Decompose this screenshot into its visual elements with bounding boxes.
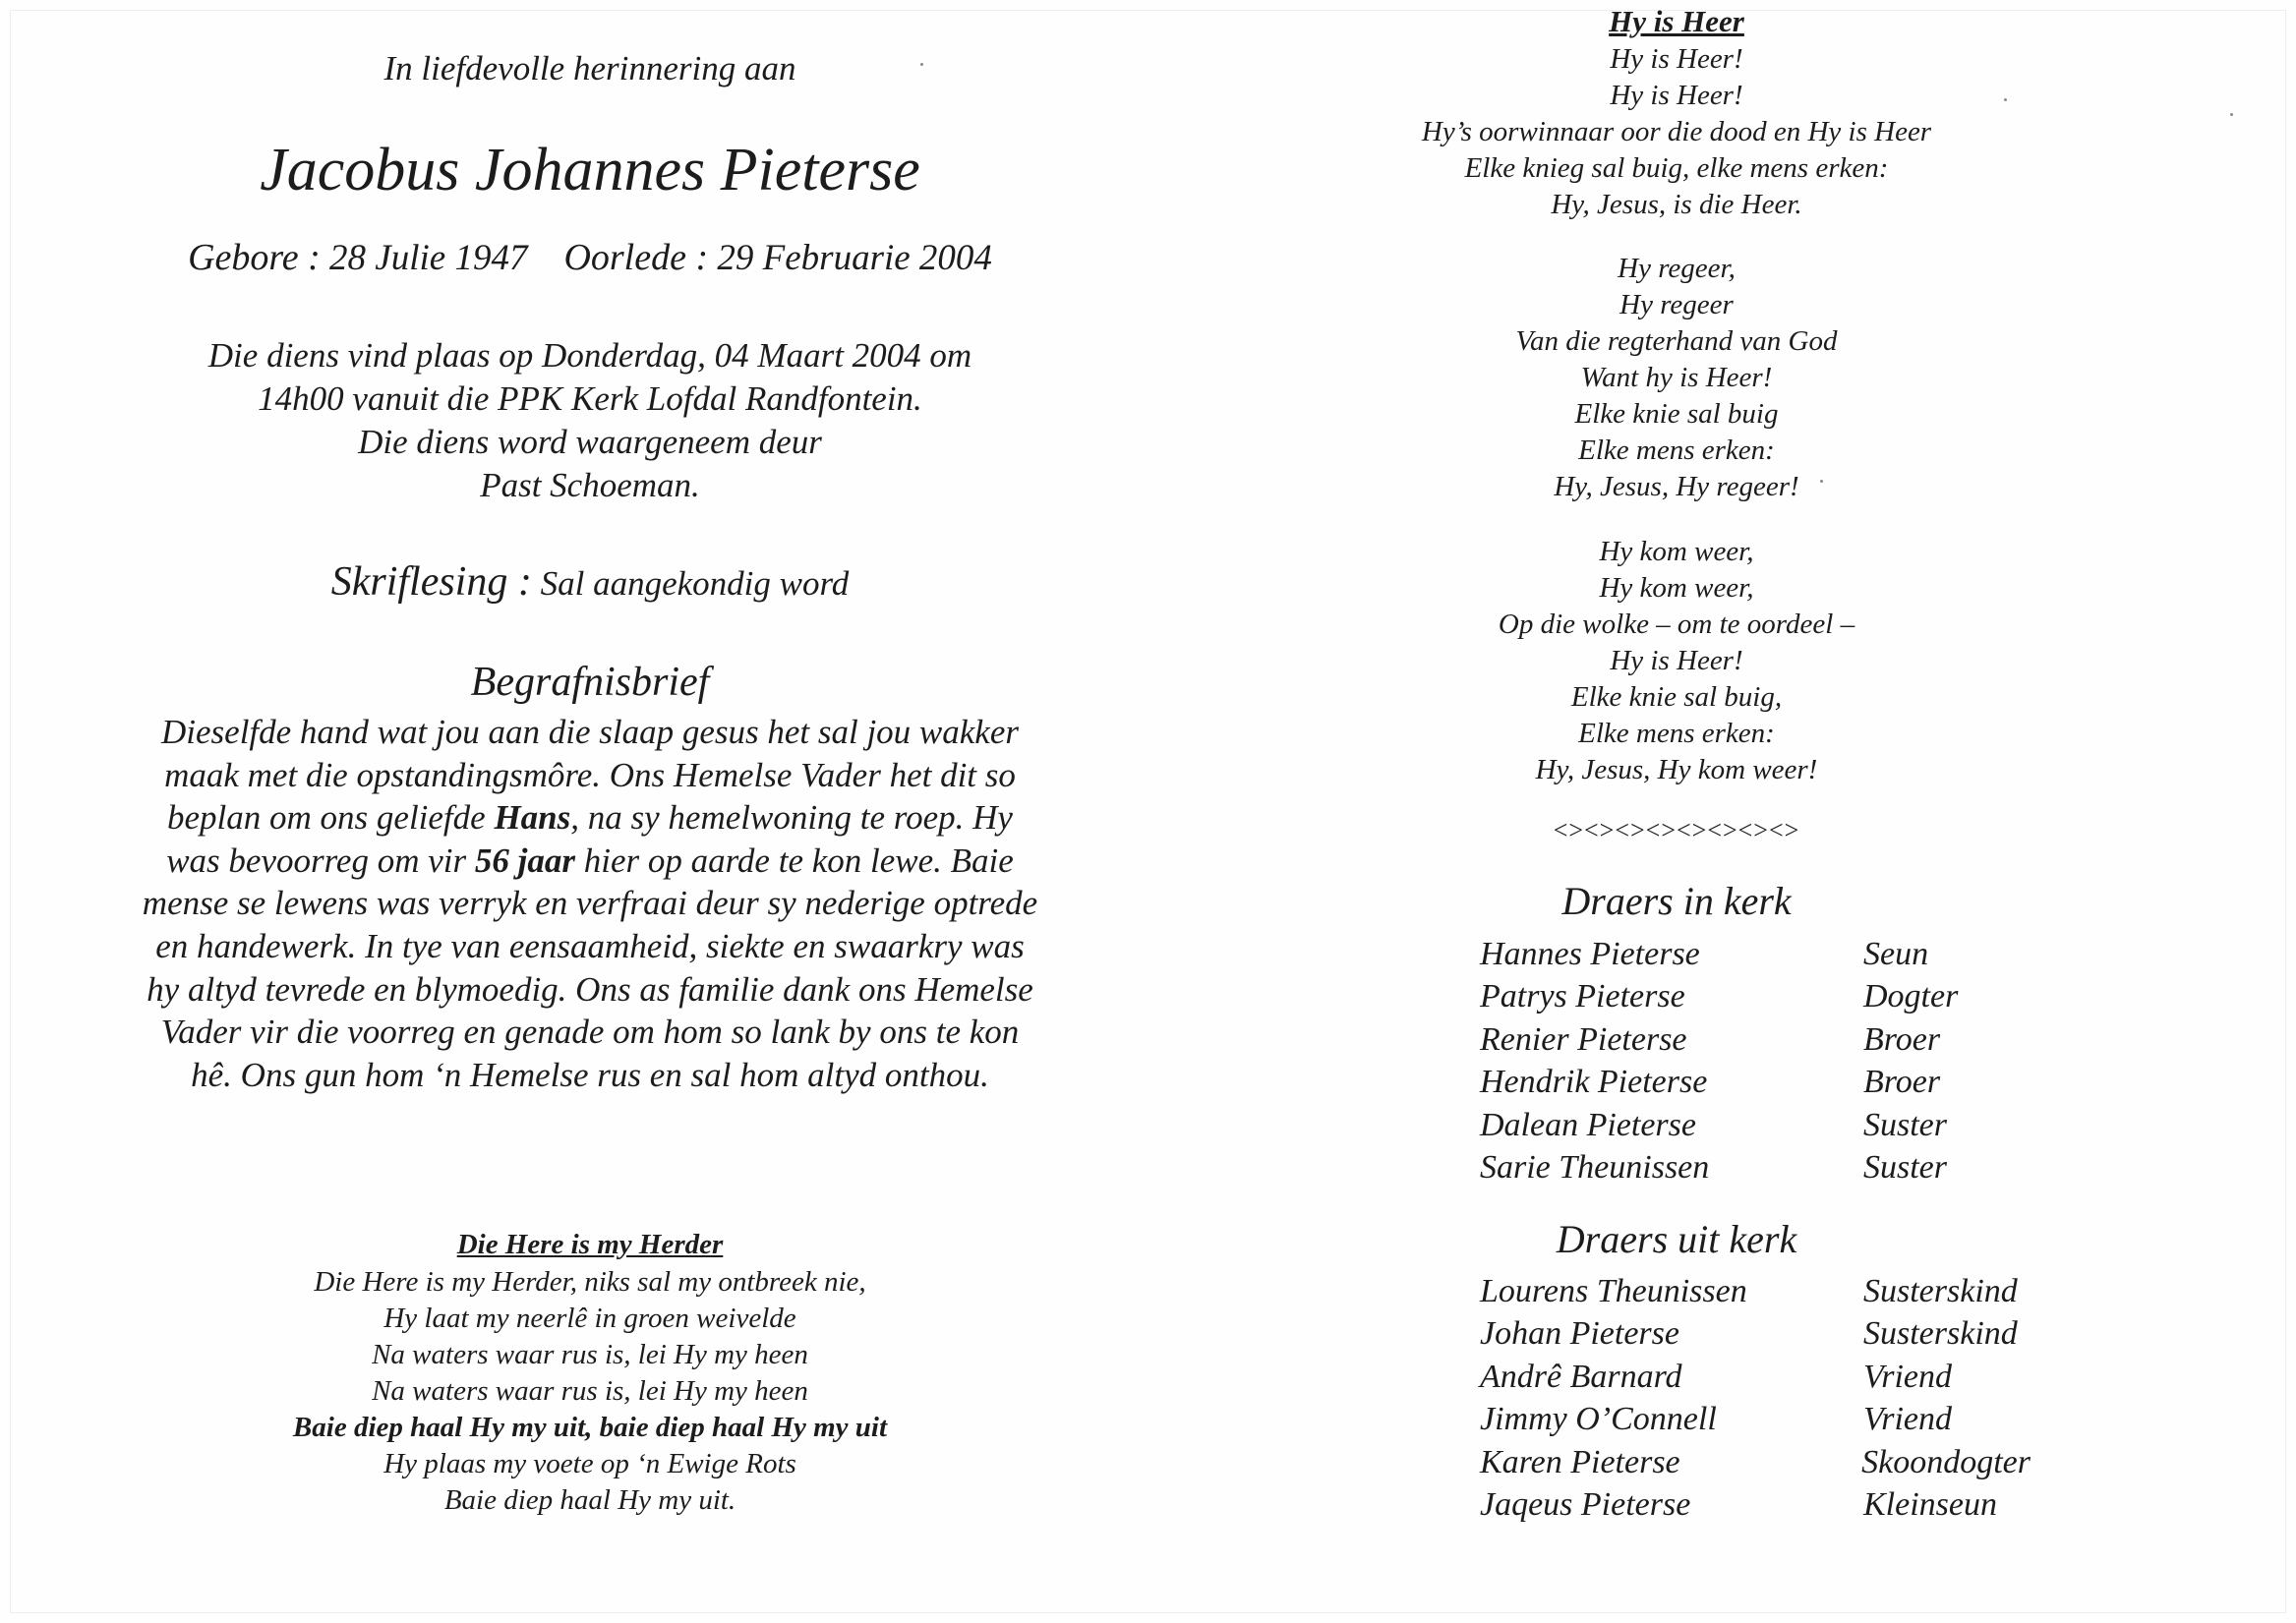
pallbearers-in-title: Draers in kerk	[1561, 879, 1792, 923]
list-item	[1480, 1356, 2031, 1398]
pallbearers-out-title: Draers uit kerk	[1556, 1217, 1797, 1261]
letter-age: 56 jaar	[474, 840, 575, 880]
pallbearer-relation: Seun	[1863, 936, 1929, 972]
list-item	[1480, 1018, 2031, 1061]
pallbearer-name: Johan Pieterse	[1480, 1315, 1679, 1353]
lyric-line: Na waters waar rus is, lei Hy my heen	[372, 1339, 808, 1370]
lyric-line: Hy, Jesus, Hy regeer!	[1554, 471, 1799, 502]
scan-speck	[2004, 98, 2007, 101]
deceased-name: Jacobus Johannes Pieterse	[260, 137, 920, 203]
pallbearer-relation: Broer	[1863, 1064, 1941, 1101]
lyric-line: Die Here is my Herder, niks sal my ontbreek nie,	[314, 1266, 866, 1298]
pallbearer-name: Sarie Theunissen	[1480, 1149, 1710, 1187]
service-line: 14h00 vanuit die PPK Kerk Lofdal Randfontein.	[258, 379, 922, 418]
reading-text: Sal aangekondig word	[540, 564, 850, 603]
pallbearer-relation: Susterskind	[1863, 1273, 2018, 1309]
pallbearer-relation: Suster	[1863, 1106, 1947, 1143]
lyric-line: Hy is Heer!	[1610, 645, 1743, 676]
letter-name: Hans	[494, 798, 571, 838]
lyric-line: Hy plaas my voete op ‘n Ewige Rots	[383, 1448, 796, 1479]
psalm-lyrics	[98, 1264, 1082, 1519]
pallbearer-name: Hendrik Pieterse	[1480, 1064, 1708, 1101]
pallbearers-in-list	[1480, 933, 2031, 1188]
lyric-line: Hy is Heer!	[1610, 80, 1743, 111]
pallbearer-relation: Skoondogter	[1861, 1443, 2031, 1480]
list-item	[1480, 1483, 2031, 1526]
song-stanza	[1337, 251, 2016, 505]
lyric-line: Elke mens erken:	[1578, 435, 1775, 466]
reading-label: Skriflesing :	[330, 559, 532, 605]
born-label: Gebore :	[188, 237, 321, 278]
scan-speck	[2230, 113, 2233, 116]
funeral-letter	[138, 711, 1042, 1096]
lyric-line: Hy kom weer,	[1599, 572, 1754, 604]
letter-text: , na sy hemelwoning te roep. Hy was bevoorreg om vir	[166, 798, 1013, 880]
pallbearer-name: Dalean Pieterse	[1480, 1106, 1696, 1143]
born-date: 28 Julie 1947	[329, 238, 528, 278]
list-item	[1480, 1146, 2031, 1188]
pallbearer-relation: Suster	[1863, 1149, 1947, 1187]
lyric-line: Hy regeer,	[1618, 253, 1736, 284]
lyric-line: Na waters waar rus is, lei Hy my heen	[372, 1375, 808, 1407]
pallbearers-out-list	[1480, 1270, 2031, 1526]
pallbearer-name: Hannes Pieterse	[1480, 936, 1700, 972]
lyric-line: Hy is Heer!	[1610, 43, 1743, 75]
song-stanza	[1337, 41, 2016, 223]
lyric-line: Hy, Jesus, is die Heer.	[1551, 189, 1802, 220]
memorial-intro: In liefdevolle herinnering aan	[383, 49, 796, 87]
died-date: 29 Februarie 2004	[717, 238, 992, 278]
lyric-line: Van die regterhand van God	[1515, 325, 1838, 357]
lyric-line: Elke knieg sal buig, elke mens erken:	[1464, 152, 1889, 184]
lyric-line: Hy kom weer,	[1599, 536, 1754, 567]
lyric-line: Elke mens erken:	[1578, 718, 1775, 749]
lyric-line: Want hy is Heer!	[1580, 362, 1773, 393]
list-item	[1480, 975, 2031, 1017]
pallbearer-name: Andrê Barnard	[1480, 1358, 1682, 1395]
pallbearer-name: Jimmy O’Connell	[1480, 1401, 1717, 1438]
scan-speck	[1820, 480, 1823, 483]
pallbearer-name: Karen Pieterse	[1480, 1443, 1680, 1480]
died-label: Oorlede :	[563, 237, 709, 278]
service-line: Die diens word waargeneem deur	[358, 423, 822, 461]
pallbearer-relation: Kleinseun	[1863, 1486, 1997, 1524]
service-line: Past Schoeman.	[480, 466, 700, 504]
scan-speck	[920, 63, 923, 66]
list-item	[1480, 1104, 2031, 1146]
pallbearer-relation: Broer	[1863, 1020, 1941, 1058]
letter-title: Begrafnisbrief	[470, 660, 710, 705]
pallbearer-name: Jaqeus Pieterse	[1480, 1486, 1691, 1524]
list-item	[1480, 1061, 2031, 1103]
service-details	[98, 334, 1082, 507]
pallbearer-name: Renier Pieterse	[1480, 1020, 1687, 1058]
psalm-title: Die Here is my Herder	[456, 1229, 724, 1260]
list-item	[1480, 1398, 2031, 1440]
scripture-reading	[98, 558, 1082, 606]
pallbearer-relation: Dogter	[1863, 978, 1959, 1015]
lyric-line: Hy regeer	[1619, 289, 1734, 320]
song-title: Hy is Heer	[1609, 4, 1744, 38]
song-stanza	[1337, 534, 2016, 788]
list-item	[1480, 933, 2031, 975]
pallbearer-name: Patrys Pieterse	[1480, 978, 1685, 1015]
ornament-divider: <><><><><><><><>	[1553, 816, 1800, 844]
lyric-line: Hy, Jesus, Hy kom weer!	[1535, 754, 1818, 785]
lyric-line: Hy laat my neerlê in groen weivelde	[383, 1303, 796, 1334]
pallbearer-relation: Vriend	[1863, 1401, 1953, 1438]
pallbearer-relation: Vriend	[1863, 1358, 1953, 1395]
lyric-line: Baie diep haal Hy my uit.	[443, 1484, 736, 1516]
pallbearer-relation: Susterskind	[1863, 1315, 2018, 1353]
list-item	[1480, 1441, 2031, 1483]
service-line: Die diens vind plaas op Donderdag, 04 Maart 2004 om	[207, 336, 972, 375]
lyric-line: Op die wolke – om te oordeel –	[1498, 609, 1855, 640]
pallbearer-name: Lourens Theunissen	[1480, 1273, 1747, 1309]
lyric-line: Elke knie sal buig	[1574, 398, 1779, 430]
life-dates	[98, 236, 1082, 279]
letter-text: hier op aarde te kon lewe. Baie mense se lewens was verryk en verfraai deur sy nederige optrede en handewerk. In tye van eensaamheid, siekte en swaarkry was hy altyd tevrede en blymoedig. Ons as familie dank ons Hemelse Vader vir die voorreg en genade om hom so lank by ons te kon hê. Ons gun hom ‘n Hemelse rus en sal hom altyd onthou.	[142, 840, 1038, 1094]
list-item	[1480, 1270, 2031, 1312]
lyric-line: Hy’s oorwinnaar oor die dood en Hy is Heer	[1421, 116, 1932, 147]
lyric-line: Baie diep haal Hy my uit, baie diep haal Hy my uit	[292, 1412, 888, 1443]
letter-text: Dieselfde hand wat jou aan die slaap gesus het sal jou wakker maak met die opstandingsmôre. Ons Hemelse Vader het dit so beplan om ons geliefde	[161, 713, 1019, 838]
lyric-line: Elke knie sal buig,	[1570, 681, 1783, 713]
list-item	[1480, 1312, 2031, 1355]
